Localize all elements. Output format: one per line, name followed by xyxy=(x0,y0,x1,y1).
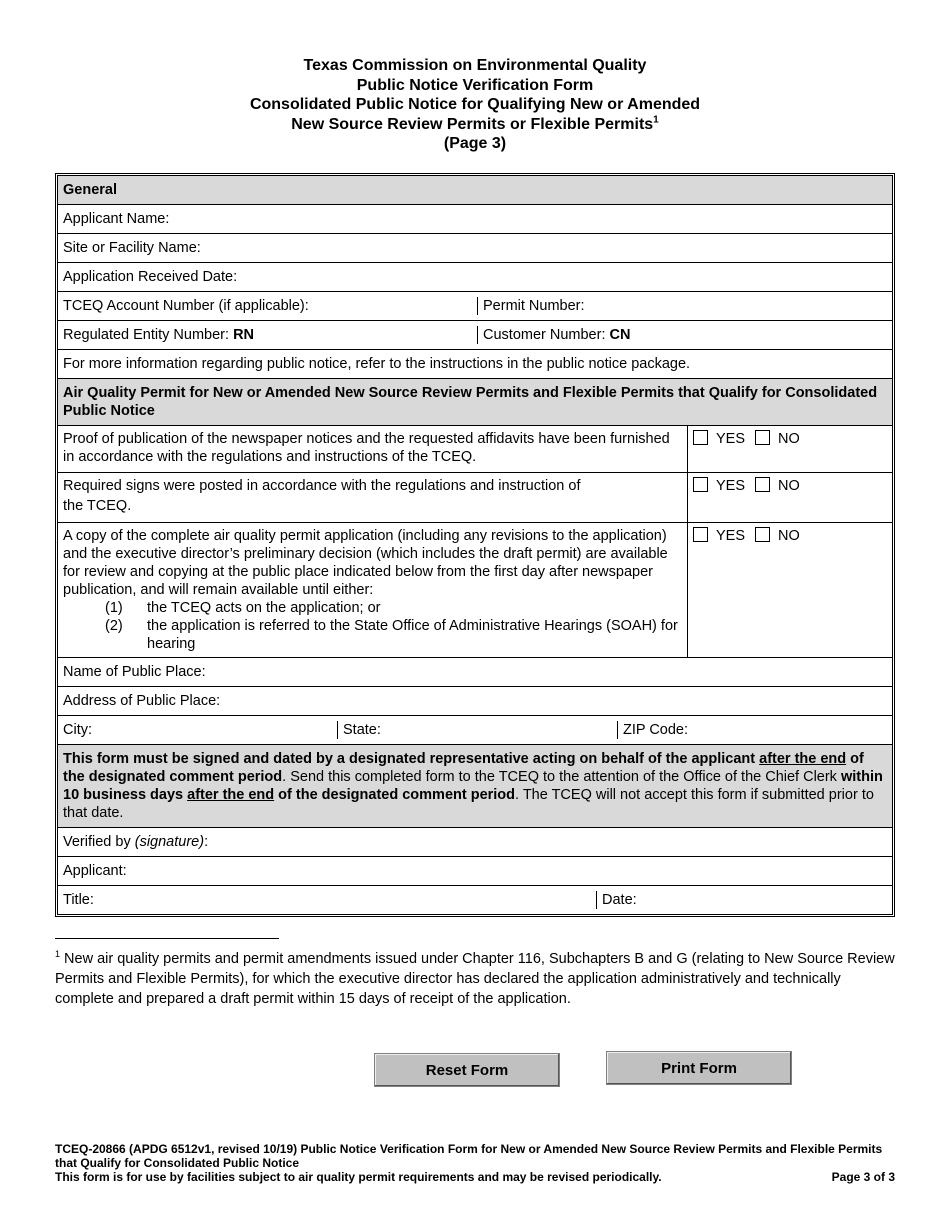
form-subtitle-2: New Source Review Permits or Flexible Permits$^1$ xyxy=(291,114,659,133)
question-signs-row xyxy=(58,472,892,522)
reset-form-button[interactable]: Reset Form xyxy=(374,1053,560,1087)
question-publication-answer: YES NO xyxy=(687,426,892,472)
info-text: For more information regarding public notice, refer to the instructions in the public notice package. xyxy=(63,356,691,372)
form-title: Public Notice Verification Form xyxy=(356,76,594,94)
form-subtitle: Consolidated Public Notice for Qualifying New or Amended xyxy=(249,96,701,113)
city-field[interactable]: City: xyxy=(63,722,92,738)
print-form-button[interactable]: Print Form xyxy=(606,1051,792,1085)
agency-name: Texas Commission on Environmental Quality xyxy=(303,57,647,74)
verified-by-field[interactable]: Verified by (signature): xyxy=(63,834,209,850)
question-availability-text: A copy of the complete air quality permit application (including any revisions to the application) and the executive director’s preliminary decision (which includes the draft permit) are available for review and copying at the public place indicated below from the first day after newspaper publication, and will remain available until either: (1) the TCEQ acts on the application; or (2) the application is referred to the State Office of Administrative Hearings (SOAH) for hearing xyxy=(58,523,687,657)
verified-by-row[interactable] xyxy=(58,827,892,856)
city-state-zip-row xyxy=(58,715,892,744)
general-section-header xyxy=(58,176,892,204)
site-name-field[interactable]: Site or Facility Name: xyxy=(63,240,201,256)
question-signs-answer: YES NO xyxy=(687,473,892,522)
availability-no-checkbox[interactable] xyxy=(755,527,770,542)
signature-notice-row xyxy=(58,744,892,827)
site-name-row[interactable] xyxy=(58,233,892,262)
form-identifier: TCEQ-20866 (APDG 6512v1, revised 10/19) Public Notice Verification Form for New or Amended New Source Review Permits and Flexible Permits that Qualify for Consolidated Public Notice xyxy=(55,1142,883,1170)
availability-yes-checkbox[interactable] xyxy=(693,527,708,542)
availability-list-item: (1) the TCEQ acts on the application; or xyxy=(105,600,381,616)
availability-list-item: (2) the application is referred to the State Office of Administrative Hearings (SOAH) for hearing xyxy=(105,618,678,652)
signs-yes-checkbox[interactable] xyxy=(693,477,708,492)
account-permit-row xyxy=(58,291,892,320)
signature-notice-text: This form must be signed and dated by a designated representative acting on behalf of the applicant after the end of the designated comment period. Send this completed form to the TCEQ to the attention of the Office of the Chief Clerk within 10 business days after the end of the designated comment period. The TCEQ will not accept this form if submitted prior to that date. xyxy=(63,751,883,821)
applicant-name-row[interactable] xyxy=(58,204,892,233)
applicant-row[interactable] xyxy=(58,856,892,885)
publication-yes-checkbox[interactable] xyxy=(693,430,708,445)
publication-no-checkbox[interactable] xyxy=(755,430,770,445)
regulated-entity-field[interactable]: Regulated Entity Number: RN xyxy=(63,327,255,343)
account-number-field[interactable]: TCEQ Account Number (if applicable): xyxy=(63,298,309,314)
public-place-name-row[interactable] xyxy=(58,657,892,686)
question-availability-row xyxy=(58,522,892,657)
received-date-row[interactable] xyxy=(58,262,892,291)
zip-field[interactable]: ZIP Code: xyxy=(617,721,892,739)
public-place-address-field[interactable]: Address of Public Place: xyxy=(63,693,221,709)
question-signs-text: Required signs were posted in accordance with the regulations and instruction of the TCEQ. xyxy=(63,478,581,514)
signs-no-checkbox[interactable] xyxy=(755,477,770,492)
public-place-name-field[interactable]: Name of Public Place: xyxy=(63,664,206,680)
question-availability-answer: YES NO xyxy=(687,523,892,657)
footnote-marker: 1 xyxy=(55,949,61,959)
verification-form-table xyxy=(55,173,895,917)
page-number: Page 3 of 3 xyxy=(831,1170,895,1184)
form-usage-note: This form is for use by facilities subject to air quality permit requirements and may be revised periodically. xyxy=(55,1170,662,1184)
question-publication-row xyxy=(58,425,892,472)
footnote-text: New air quality permits and permit amendments issued under Chapter 116, Subchapters B and G (relating to New Source Review Permits and Flexible Permits), for which the executive director has declared the application administratively and technically complete and prepared a draft permit within 15 days of receipt of the application. xyxy=(55,950,895,1007)
title-field[interactable]: Title: xyxy=(63,892,94,908)
permit-number-field[interactable]: Permit Number: xyxy=(477,297,892,315)
air-quality-title: Air Quality Permit for New or Amended New Source Review Permits and Flexible Permits that Qualify for Consolidated Public Notice xyxy=(63,385,878,419)
air-quality-section-header xyxy=(58,378,892,425)
form-header xyxy=(0,56,950,154)
applicant-name-field[interactable]: Applicant Name: xyxy=(63,211,170,227)
title-date-row xyxy=(58,885,892,914)
general-title: General xyxy=(63,182,117,198)
footnote xyxy=(55,944,895,1009)
info-row xyxy=(58,349,892,378)
date-field[interactable]: Date: xyxy=(596,891,892,909)
footnote-marker: 1 xyxy=(653,114,659,126)
question-publication-text: Proof of publication of the newspaper notices and the requested affidavits have been furnished in accordance with the regulations and instructions of the TCEQ. xyxy=(63,431,670,465)
customer-number-field[interactable]: Customer Number: CN xyxy=(477,326,892,344)
page-footer xyxy=(55,1142,895,1184)
received-date-field[interactable]: Application Received Date: xyxy=(63,269,238,285)
public-place-address-row[interactable] xyxy=(58,686,892,715)
footnote-divider xyxy=(55,938,279,939)
entity-customer-row xyxy=(58,320,892,349)
page-indicator: (Page 3) xyxy=(443,135,507,152)
state-field[interactable]: State: xyxy=(337,721,617,739)
applicant-field[interactable]: Applicant: xyxy=(63,863,127,879)
